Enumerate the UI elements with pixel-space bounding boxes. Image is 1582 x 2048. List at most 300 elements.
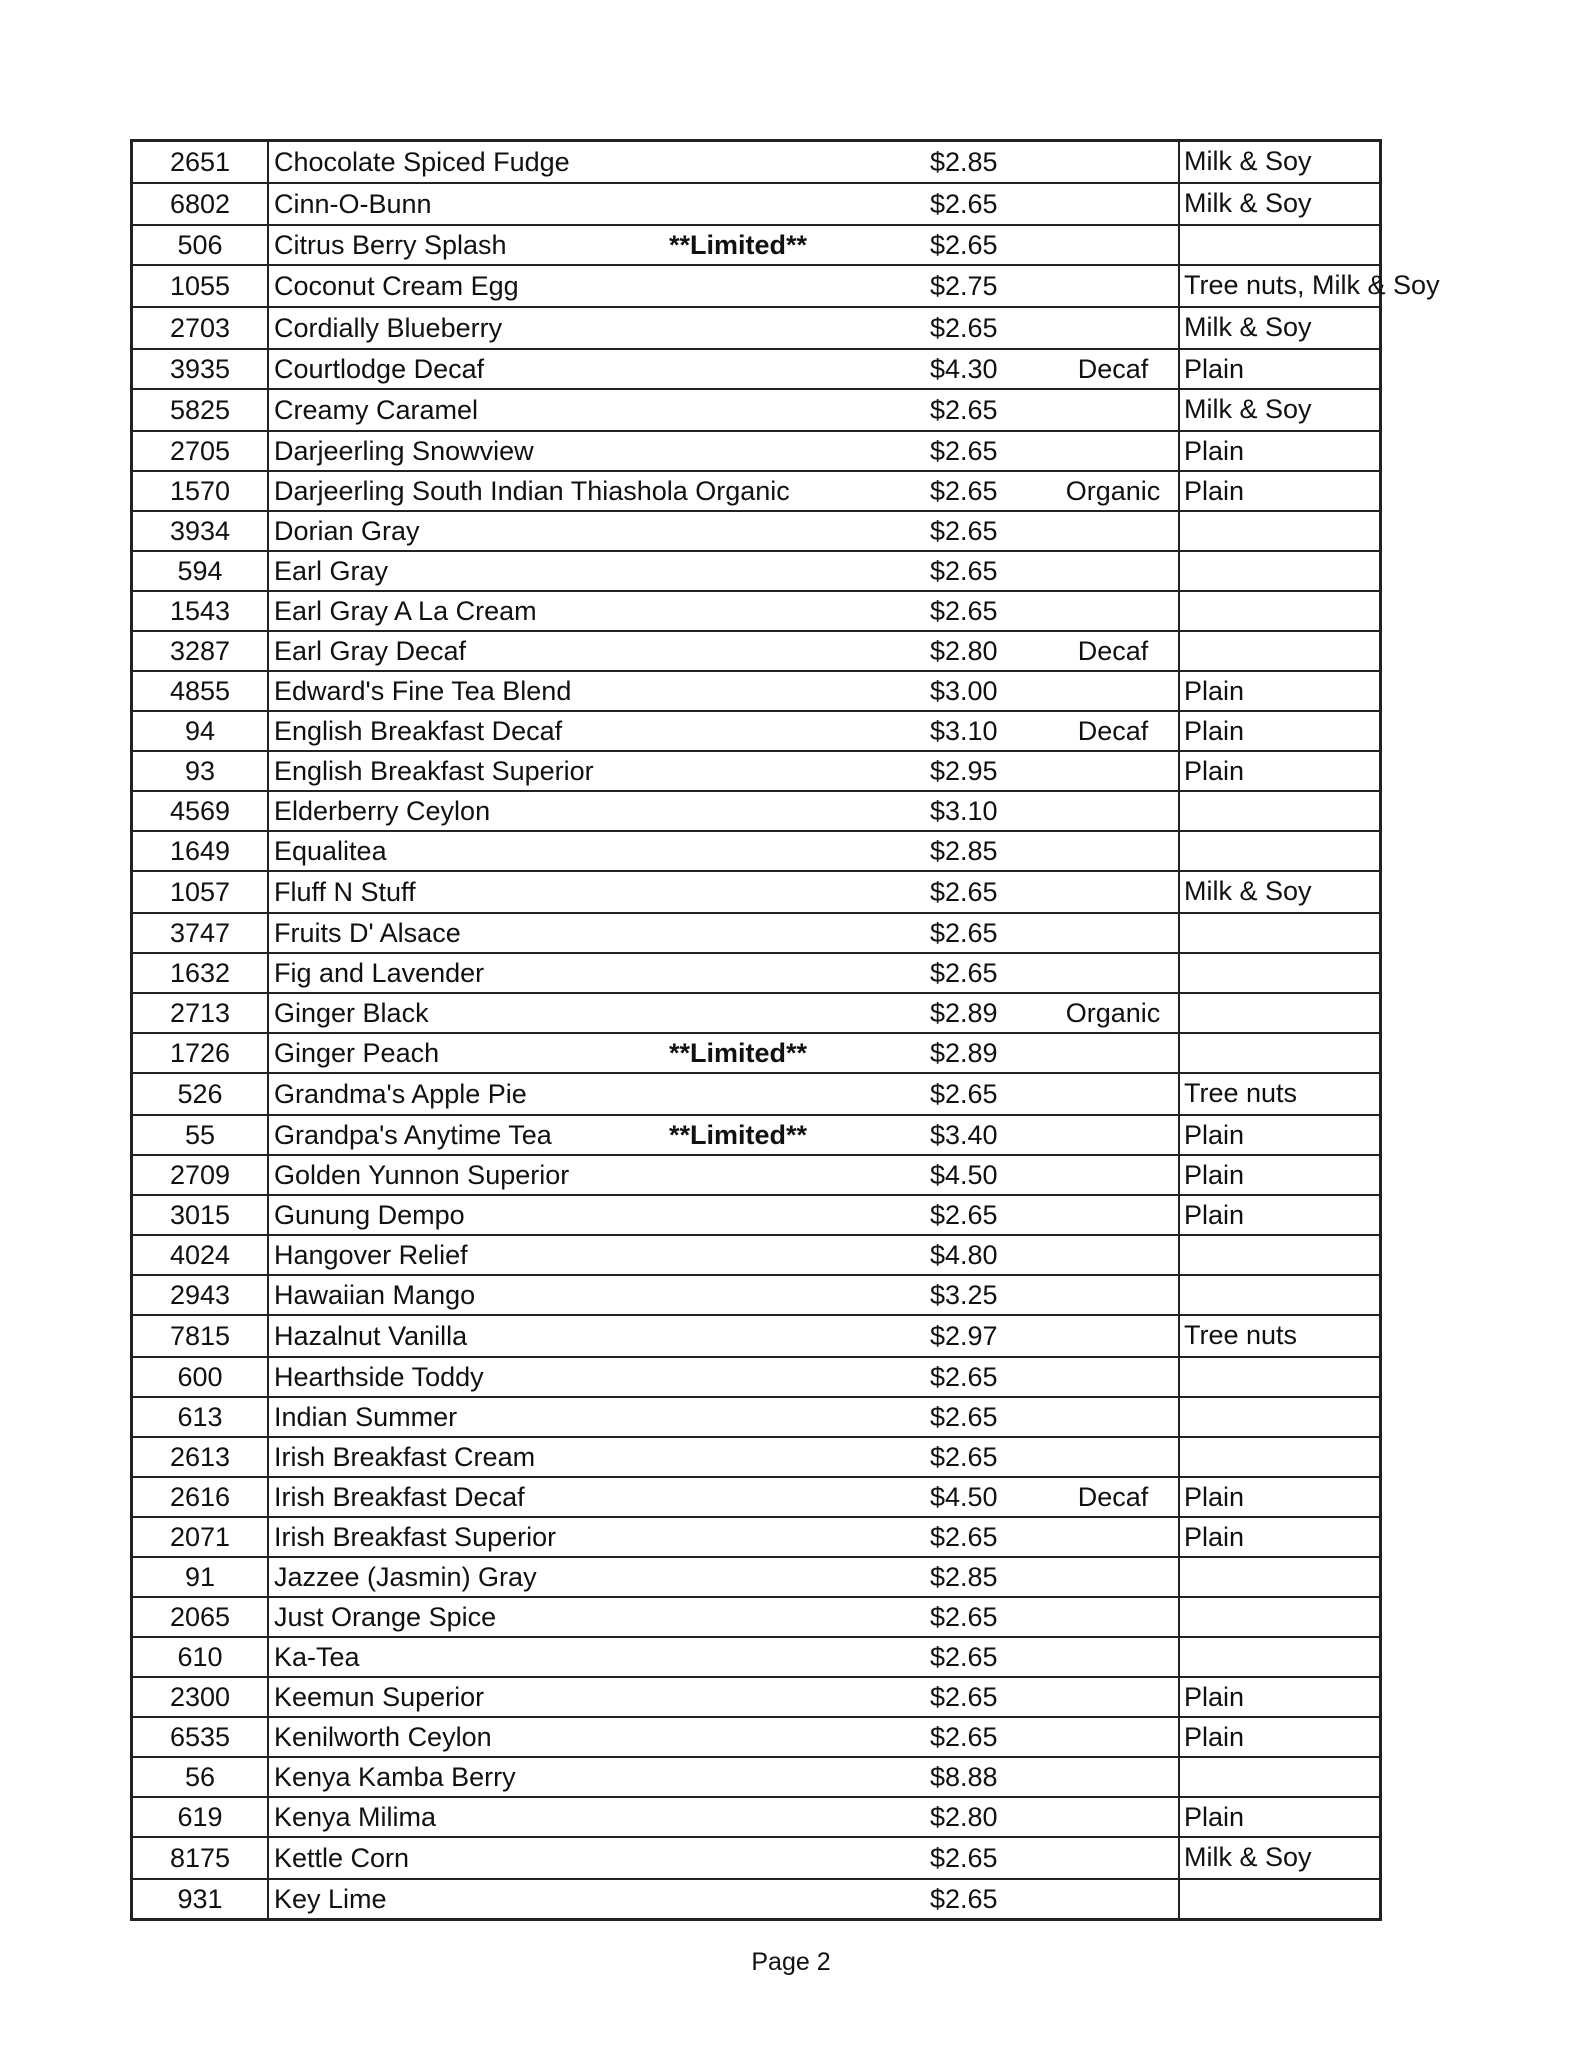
- allergen-cell: Milk & Soy: [1179, 141, 1381, 184]
- price-cell: $2.65: [924, 1073, 1048, 1115]
- table-row: [132, 831, 1381, 871]
- price-cell: $2.65: [924, 953, 1048, 993]
- allergen-cell: Tree nuts: [1179, 1073, 1381, 1115]
- tea-type-cell: [1048, 1195, 1179, 1235]
- price-cell: $4.50: [924, 1477, 1048, 1517]
- item-code-cell: 526: [132, 1073, 269, 1115]
- price-cell: $2.65: [924, 1717, 1048, 1757]
- item-code-cell: 2709: [132, 1155, 269, 1195]
- tea-type-cell: [1048, 1517, 1179, 1557]
- price-cell: $2.65: [924, 1879, 1048, 1920]
- price-cell: $2.65: [924, 1397, 1048, 1437]
- price-cell: $2.65: [924, 431, 1048, 471]
- tea-name-cell: [268, 993, 924, 1033]
- allergen-cell: [1179, 1437, 1381, 1477]
- allergen-cell: Plain: [1179, 431, 1381, 471]
- table-row: [132, 1717, 1381, 1757]
- price-cell: $2.65: [924, 871, 1048, 913]
- table-row: [132, 751, 1381, 791]
- tea-type-cell: Organic: [1048, 471, 1179, 511]
- tea-name: Gunung Dempo: [274, 1200, 465, 1230]
- allergen-cell: Tree nuts: [1179, 1315, 1381, 1357]
- tea-name-cell: [268, 913, 924, 953]
- allergen-cell: Milk & Soy: [1179, 183, 1381, 225]
- tea-name: Darjeerling South Indian Thiashola Organic: [274, 476, 790, 506]
- tea-type-cell: Decaf: [1048, 1477, 1179, 1517]
- tea-type-cell: [1048, 431, 1179, 471]
- price-cell: $2.75: [924, 265, 1048, 307]
- allergen-cell: Plain: [1179, 1717, 1381, 1757]
- page-number: Page 2: [751, 1948, 831, 1976]
- item-code-cell: 2300: [132, 1677, 269, 1717]
- allergen-cell: [1179, 225, 1381, 265]
- tea-name-cell: [268, 1115, 924, 1155]
- tea-name: Hawaiian Mango: [274, 1280, 476, 1310]
- price-cell: $2.89: [924, 1033, 1048, 1073]
- item-code-cell: 1632: [132, 953, 269, 993]
- allergen-cell: [1179, 831, 1381, 871]
- table-row: [132, 953, 1381, 993]
- tea-name-cell: [268, 1757, 924, 1797]
- price-cell: $2.65: [924, 225, 1048, 265]
- tea-name: Jazzee (Jasmin) Gray: [274, 1562, 537, 1592]
- tea-type-cell: [1048, 307, 1179, 349]
- tea-type-cell: [1048, 751, 1179, 791]
- tea-name: Creamy Caramel: [274, 395, 479, 425]
- tea-name: Key Lime: [274, 1884, 387, 1914]
- tea-type-cell: [1048, 1637, 1179, 1677]
- tea-name: Kenya Milima: [274, 1802, 437, 1832]
- item-code-cell: 2651: [132, 141, 269, 184]
- item-code-cell: 619: [132, 1797, 269, 1837]
- allergen-cell: Plain: [1179, 1155, 1381, 1195]
- table-row: [132, 1235, 1381, 1275]
- tea-type-cell: [1048, 1235, 1179, 1275]
- tea-type-cell: [1048, 871, 1179, 913]
- tea-name: Coconut Cream Egg: [274, 271, 519, 301]
- tea-name-cell: [268, 431, 924, 471]
- tea-type-cell: [1048, 1557, 1179, 1597]
- table-row: [132, 1115, 1381, 1155]
- tea-name: Kenya Kamba Berry: [274, 1762, 516, 1792]
- allergen-cell: Plain: [1179, 1797, 1381, 1837]
- item-code-cell: 594: [132, 551, 269, 591]
- table-row: [132, 1195, 1381, 1235]
- tea-table-body: [132, 141, 1440, 1920]
- tea-name: Irish Breakfast Decaf: [274, 1482, 525, 1512]
- item-code-cell: 3935: [132, 349, 269, 389]
- table-row: [132, 871, 1381, 913]
- tea-name-cell: [268, 711, 924, 751]
- price-cell: $3.00: [924, 671, 1048, 711]
- allergen-cell: Plain: [1179, 751, 1381, 791]
- price-cell: $2.65: [924, 183, 1048, 225]
- item-code-cell: 6535: [132, 1717, 269, 1757]
- allergen-cell: Milk & Soy: [1179, 871, 1381, 913]
- tea-type-cell: [1048, 791, 1179, 831]
- table-row: [132, 265, 1381, 307]
- tea-name: Earl Gray: [274, 556, 389, 586]
- allergen-cell: [1179, 1597, 1381, 1637]
- tea-name: Hearthside Toddy: [274, 1362, 484, 1392]
- price-cell: $2.65: [924, 1677, 1048, 1717]
- tea-name: Just Orange Spice: [274, 1602, 497, 1632]
- price-cell: $2.65: [924, 551, 1048, 591]
- item-code-cell: 506: [132, 225, 269, 265]
- table-row: [132, 511, 1381, 551]
- item-code-cell: 94: [132, 711, 269, 751]
- price-cell: $2.85: [924, 141, 1048, 184]
- table-row: [132, 1797, 1381, 1837]
- item-code-cell: 1570: [132, 471, 269, 511]
- allergen-cell: Plain: [1179, 1195, 1381, 1235]
- tea-name: Irish Breakfast Cream: [274, 1442, 536, 1472]
- allergen-cell: Milk & Soy: [1179, 307, 1381, 349]
- tea-name-cell: [268, 265, 924, 307]
- tea-name-cell: [268, 141, 924, 184]
- price-cell: $2.65: [924, 1195, 1048, 1235]
- tea-name: Cinn-O-Bunn: [274, 189, 432, 219]
- tea-type-cell: [1048, 1033, 1179, 1073]
- table-row: [132, 1879, 1381, 1920]
- tea-name-cell: [268, 1477, 924, 1517]
- table-row: [132, 711, 1381, 751]
- item-code-cell: 1726: [132, 1033, 269, 1073]
- tea-name: Irish Breakfast Superior: [274, 1522, 557, 1552]
- item-code-cell: 1543: [132, 591, 269, 631]
- tea-name: Ka-Tea: [274, 1642, 360, 1672]
- tea-name: Kettle Corn: [274, 1843, 410, 1873]
- tea-name-cell: [268, 183, 924, 225]
- table-row: [132, 1597, 1381, 1637]
- tea-name: English Breakfast Decaf: [274, 716, 563, 746]
- table-row: [132, 1033, 1381, 1073]
- tea-name-cell: [268, 1557, 924, 1597]
- tea-name: Golden Yunnon Superior: [274, 1160, 570, 1190]
- tea-name-cell: [268, 751, 924, 791]
- price-cell: $2.89: [924, 993, 1048, 1033]
- tea-type-cell: [1048, 1717, 1179, 1757]
- item-code-cell: 2705: [132, 431, 269, 471]
- tea-name-cell: [268, 1397, 924, 1437]
- allergen-cell: Milk & Soy: [1179, 389, 1381, 431]
- table-row: [132, 551, 1381, 591]
- price-cell: $2.65: [924, 1837, 1048, 1879]
- table-row: [132, 591, 1381, 631]
- tea-name: Kenilworth Ceylon: [274, 1722, 492, 1752]
- allergen-cell: [1179, 791, 1381, 831]
- tea-type-cell: [1048, 1879, 1179, 1920]
- limited-badge: **Limited**: [669, 230, 808, 260]
- item-code-cell: 2071: [132, 1517, 269, 1557]
- allergen-cell: Plain: [1179, 671, 1381, 711]
- price-cell: $2.95: [924, 751, 1048, 791]
- tea-type-cell: [1048, 141, 1179, 184]
- table-row: [132, 183, 1381, 225]
- tea-price-table: [130, 139, 1440, 1921]
- item-code-cell: 56: [132, 1757, 269, 1797]
- tea-name-cell: [268, 1155, 924, 1195]
- price-cell: $2.65: [924, 471, 1048, 511]
- tea-name: Elderberry Ceylon: [274, 796, 491, 826]
- table-row: [132, 913, 1381, 953]
- tea-name-cell: [268, 551, 924, 591]
- tea-name-cell: [268, 871, 924, 913]
- table-row: [132, 1397, 1381, 1437]
- table-row: [132, 1557, 1381, 1597]
- tea-name-cell: [268, 511, 924, 551]
- tea-name: Fig and Lavender: [274, 958, 485, 988]
- price-cell: $4.80: [924, 1235, 1048, 1275]
- tea-name-cell: [268, 1315, 924, 1357]
- price-cell: $8.88: [924, 1757, 1048, 1797]
- tea-type-cell: [1048, 1757, 1179, 1797]
- price-cell: $4.30: [924, 349, 1048, 389]
- item-code-cell: 1057: [132, 871, 269, 913]
- tea-type-cell: [1048, 913, 1179, 953]
- tea-name: Ginger Peach: [274, 1038, 440, 1068]
- allergen-cell: [1179, 1879, 1381, 1920]
- tea-type-cell: [1048, 1275, 1179, 1315]
- tea-name: Darjeerling Snowview: [274, 436, 534, 466]
- tea-name-cell: [268, 953, 924, 993]
- item-code-cell: 4569: [132, 791, 269, 831]
- item-code-cell: 3934: [132, 511, 269, 551]
- price-cell: $4.50: [924, 1155, 1048, 1195]
- item-code-cell: 1055: [132, 265, 269, 307]
- tea-type-cell: [1048, 1397, 1179, 1437]
- tea-type-cell: [1048, 1677, 1179, 1717]
- tea-name-cell: [268, 1677, 924, 1717]
- tea-name-cell: [268, 471, 924, 511]
- table-row: [132, 791, 1381, 831]
- tea-name: Earl Gray A La Cream: [274, 596, 537, 626]
- table-row: [132, 1757, 1381, 1797]
- tea-type-cell: [1048, 511, 1179, 551]
- tea-name-cell: [268, 591, 924, 631]
- tea-type-cell: Decaf: [1048, 631, 1179, 671]
- item-code-cell: 613: [132, 1397, 269, 1437]
- item-code-cell: 4024: [132, 1235, 269, 1275]
- item-code-cell: 7815: [132, 1315, 269, 1357]
- allergen-cell: [1179, 1275, 1381, 1315]
- price-cell: $2.65: [924, 1637, 1048, 1677]
- tea-type-cell: [1048, 551, 1179, 591]
- table-row: [132, 307, 1381, 349]
- item-code-cell: 3287: [132, 631, 269, 671]
- tea-name-cell: [268, 1357, 924, 1397]
- price-cell: $3.10: [924, 711, 1048, 751]
- item-code-cell: 55: [132, 1115, 269, 1155]
- table-row: [132, 1073, 1381, 1115]
- allergen-cell: Plain: [1179, 349, 1381, 389]
- allergen-cell: [1179, 993, 1381, 1033]
- table-row: [132, 141, 1381, 184]
- tea-type-cell: [1048, 831, 1179, 871]
- tea-type-cell: [1048, 671, 1179, 711]
- tea-type-cell: [1048, 591, 1179, 631]
- allergen-cell: [1179, 953, 1381, 993]
- tea-name-cell: [268, 1033, 924, 1073]
- tea-name: Cordially Blueberry: [274, 313, 503, 343]
- item-code-cell: 3015: [132, 1195, 269, 1235]
- tea-type-cell: [1048, 1073, 1179, 1115]
- tea-name-cell: [268, 389, 924, 431]
- item-code-cell: 8175: [132, 1837, 269, 1879]
- tea-type-cell: [1048, 1155, 1179, 1195]
- item-code-cell: 1649: [132, 831, 269, 871]
- price-cell: $2.97: [924, 1315, 1048, 1357]
- tea-name-cell: [268, 1073, 924, 1115]
- table-row: [132, 993, 1381, 1033]
- table-row: [132, 225, 1381, 265]
- allergen-cell: [1179, 591, 1381, 631]
- tea-type-cell: Decaf: [1048, 711, 1179, 751]
- table-row: [132, 1677, 1381, 1717]
- tea-name-cell: [268, 1879, 924, 1920]
- allergen-cell: [1179, 1033, 1381, 1073]
- price-cell: $3.25: [924, 1275, 1048, 1315]
- allergen-cell: [1179, 1557, 1381, 1597]
- price-cell: $2.65: [924, 1437, 1048, 1477]
- tea-type-cell: [1048, 1437, 1179, 1477]
- tea-name: Hangover Relief: [274, 1240, 468, 1270]
- tea-name: Grandpa's Anytime Tea: [274, 1120, 552, 1150]
- price-cell: $2.85: [924, 831, 1048, 871]
- tea-name-cell: [268, 831, 924, 871]
- tea-type-cell: [1048, 225, 1179, 265]
- price-cell: $2.65: [924, 1357, 1048, 1397]
- tea-type-cell: [1048, 389, 1179, 431]
- item-code-cell: 610: [132, 1637, 269, 1677]
- tea-name-cell: [268, 349, 924, 389]
- allergen-cell: [1179, 551, 1381, 591]
- table-row: [132, 471, 1381, 511]
- tea-name: Dorian Gray: [274, 516, 420, 546]
- tea-type-cell: [1048, 265, 1179, 307]
- item-code-cell: 91: [132, 1557, 269, 1597]
- table-row: [132, 431, 1381, 471]
- tea-name-cell: [268, 1235, 924, 1275]
- item-code-cell: 93: [132, 751, 269, 791]
- tea-type-cell: [1048, 1115, 1179, 1155]
- price-cell: $2.85: [924, 1557, 1048, 1597]
- tea-name: Grandma's Apple Pie: [274, 1079, 527, 1109]
- price-cell: $2.65: [924, 307, 1048, 349]
- price-cell: $3.40: [924, 1115, 1048, 1155]
- tea-name-cell: [268, 1717, 924, 1757]
- tea-name: Chocolate Spiced Fudge: [274, 147, 570, 177]
- item-code-cell: 2943: [132, 1275, 269, 1315]
- tea-type-cell: Organic: [1048, 993, 1179, 1033]
- price-cell: $2.80: [924, 1797, 1048, 1837]
- allergen-cell: [1179, 511, 1381, 551]
- table-row: [132, 1517, 1381, 1557]
- tea-name: Fluff N Stuff: [274, 877, 416, 907]
- tea-name-cell: [268, 1195, 924, 1235]
- tea-name-cell: [268, 1797, 924, 1837]
- table-row: [132, 1637, 1381, 1677]
- allergen-cell: [1179, 1637, 1381, 1677]
- tea-name: Equalitea: [274, 836, 387, 866]
- allergen-cell: Plain: [1179, 1517, 1381, 1557]
- price-cell: $2.65: [924, 1597, 1048, 1637]
- item-code-cell: 5825: [132, 389, 269, 431]
- price-cell: $3.10: [924, 791, 1048, 831]
- tea-type-cell: [1048, 1597, 1179, 1637]
- tea-name-cell: [268, 631, 924, 671]
- tea-name: Citrus Berry Splash: [274, 230, 507, 260]
- tea-type-cell: [1048, 1837, 1179, 1879]
- item-code-cell: 2713: [132, 993, 269, 1033]
- tea-name-cell: [268, 307, 924, 349]
- allergen-cell: Milk & Soy: [1179, 1837, 1381, 1879]
- tea-name: Hazalnut Vanilla: [274, 1321, 468, 1351]
- tea-name-cell: [268, 791, 924, 831]
- tea-type-cell: Decaf: [1048, 349, 1179, 389]
- tea-name: Keemun Superior: [274, 1682, 485, 1712]
- table-row: [132, 1275, 1381, 1315]
- tea-type-cell: [1048, 953, 1179, 993]
- item-code-cell: 600: [132, 1357, 269, 1397]
- item-code-cell: 931: [132, 1879, 269, 1920]
- limited-badge: **Limited**: [669, 1120, 808, 1150]
- tea-name-cell: [268, 1837, 924, 1879]
- allergen-cell: Plain: [1179, 1115, 1381, 1155]
- item-code-cell: 6802: [132, 183, 269, 225]
- item-code-cell: 2703: [132, 307, 269, 349]
- tea-name: Ginger Black: [274, 998, 429, 1028]
- tea-name: Fruits D' Alsace: [274, 918, 461, 948]
- table-row: [132, 631, 1381, 671]
- table-row: [132, 389, 1381, 431]
- table-row: [132, 1837, 1381, 1879]
- table-row: [132, 1315, 1381, 1357]
- table-row: [132, 349, 1381, 389]
- item-code-cell: 2613: [132, 1437, 269, 1477]
- allergen-cell: Plain: [1179, 711, 1381, 751]
- item-code-cell: 2616: [132, 1477, 269, 1517]
- tea-type-cell: [1048, 1357, 1179, 1397]
- table-row: [132, 1437, 1381, 1477]
- tea-name: Edward's Fine Tea Blend: [274, 676, 572, 706]
- allergen-cell: [1179, 1397, 1381, 1437]
- tea-name-cell: [268, 1437, 924, 1477]
- allergen-cell: [1179, 1235, 1381, 1275]
- allergen-cell: [1179, 1757, 1381, 1797]
- price-cell: $2.65: [924, 511, 1048, 551]
- table-row: [132, 1357, 1381, 1397]
- allergen-cell: [1179, 913, 1381, 953]
- price-cell: $2.65: [924, 1517, 1048, 1557]
- tea-name-cell: [268, 1637, 924, 1677]
- price-cell: $2.80: [924, 631, 1048, 671]
- table-row: [132, 1155, 1381, 1195]
- item-code-cell: 4855: [132, 671, 269, 711]
- tea-name-cell: [268, 1275, 924, 1315]
- tea-name-cell: [268, 1597, 924, 1637]
- tea-type-cell: [1048, 183, 1179, 225]
- limited-badge: **Limited**: [669, 1038, 808, 1068]
- allergen-cell: Plain: [1179, 1477, 1381, 1517]
- allergen-cell: Plain: [1179, 471, 1381, 511]
- tea-name-cell: [268, 1517, 924, 1557]
- tea-name-cell: [268, 671, 924, 711]
- tea-name: Indian Summer: [274, 1402, 458, 1432]
- item-code-cell: 3747: [132, 913, 269, 953]
- price-cell: $2.65: [924, 913, 1048, 953]
- allergen-cell: Plain: [1179, 1677, 1381, 1717]
